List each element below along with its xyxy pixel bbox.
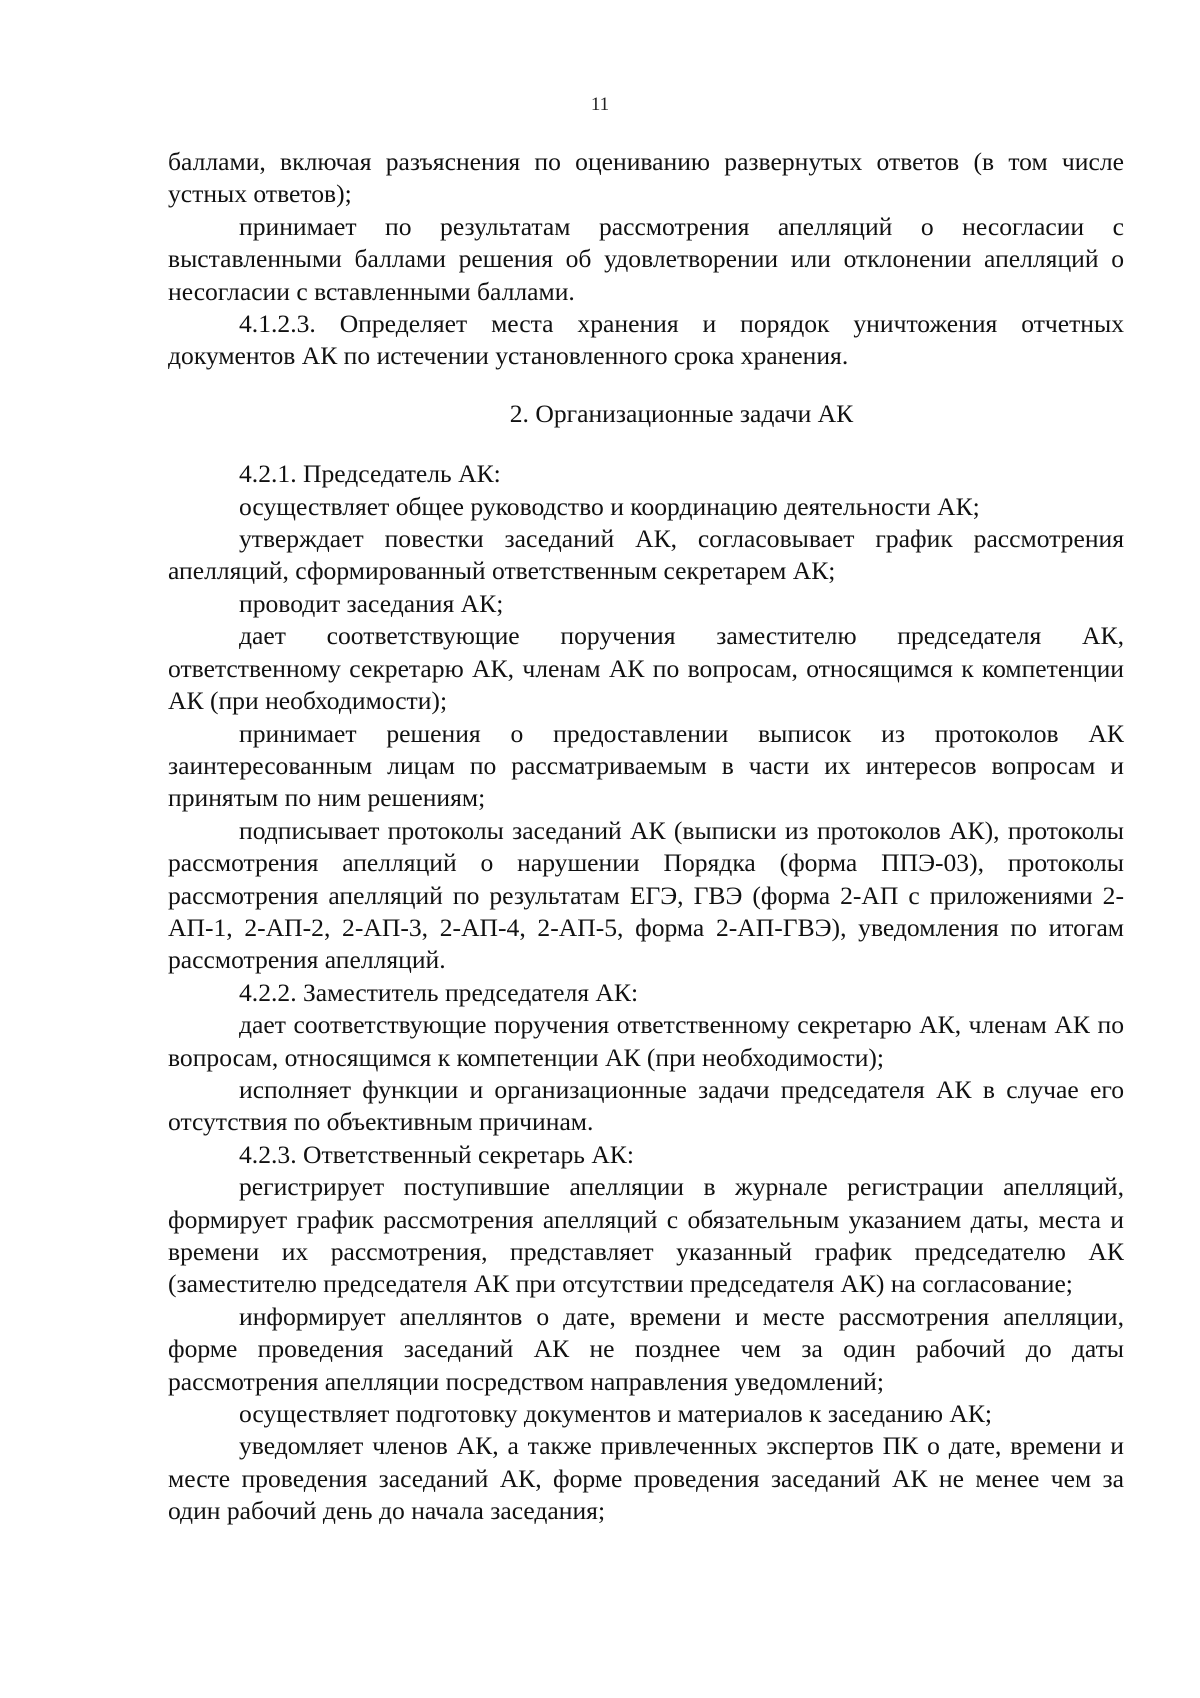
paragraph-prepares-documents: осуществляет подготовку документов и материалов к заседанию АК; [239,1399,993,1429]
paragraph-4-1-2-3: 4.1.2.3. Определяет места хранения и порядок уничтожения отчетных документов АК по истечении установленного срока хранения. [168,309,1124,371]
paragraph-deputy-functions: исполняет функции и организационные задачи председателя АК в случае его отсутствия по объективным причинам. [168,1074,1124,1137]
document-body [168,146,1124,1528]
paragraph-deputy-instructions: дает соответствующие поручения ответственному секретарю АК, членам АК по вопросам, относящимся к компетенции АК (при необходимости); [168,1010,1124,1072]
page-number: 11 [590,94,610,115]
paragraph-approves-agenda: утверждает повестки заседаний АК, согласовывает график рассмотрения апелляций, сформированный ответственным секретарем АК; [168,524,1124,586]
paragraph-signs-protocols: подписывает протоколы заседаний АК (выписки из протоколов АК), протоколы рассмотрения апелляций о нарушении Порядка (форма ППЭ-03), протоколы рассмотрения апелляций по результатам ЕГЭ, ГВЭ (форма 2-АП с приложениями 2-АП-1, 2-АП-2, 2-АП-3, 2-АП-4, 2-АП-5, форма 2-АП-ГВЭ), уведомления по итогам рассмотрения апелляций. [168,815,1124,975]
paragraph-appeal-decisions: принимает по результатам рассмотрения апелляций о несогласии с выставленными баллами решения об удовлетворении или отклонении апелляций о несогласии с вставленными баллами. [168,211,1124,306]
paragraph-notifies-members: уведомляет членов АК, а также привлеченных экспертов ПК о дате, времени и месте проведения заседаний АК, форме проведения заседаний АК не менее чем за один рабочий день до начала заседания; [168,1431,1124,1526]
paragraph-extracts-decisions: принимает решения о предоставлении выписок из протоколов АК заинтересованным лицам по рассматриваемым в части их интересов вопросам и принятым по ним решениям; [168,718,1124,813]
section-heading: 2. Организационные задачи АК [509,398,854,428]
paragraph-4-2-3-title: 4.2.3. Ответственный секретарь АК: [239,1139,634,1169]
paragraph-continuation: баллами, включая разъяснения по оцениванию развернутых ответов (в том числе устных ответов); [168,147,1124,209]
paragraph-gives-instructions: дает соответствующие поручения заместителю председателя АК, ответственному секретарю АК, членам АК по вопросам, относящимся к компетенции АК (при необходимости); [168,621,1124,716]
paragraph-holds-meetings: проводит заседания АК; [239,588,504,618]
paragraph-registers-appeals: регистрирует поступившие апелляции в журнале регистрации апелляций, формирует график рассмотрения апелляций с обязательным указанием даты, места и времени их рассмотрения, представляет указанный график председателю АК (заместителю председателя АК при отсутствии председателя АК) на согласование; [168,1172,1124,1299]
paragraph-4-2-1-title: 4.2.1. Председатель АК: [239,459,501,489]
paragraph-informs-appellants: информирует апеллянтов о дате, времени и месте рассмотрения апелляции, форме проведения заседаний АК не позднее чем за один рабочий до даты рассмотрения апелляции посредством направления уведомлений; [168,1301,1124,1396]
paragraph-general-management: осуществляет общее руководство и координацию деятельности АК; [239,491,980,521]
paragraph-4-2-2-title: 4.2.2. Заместитель председателя АК: [239,977,639,1007]
